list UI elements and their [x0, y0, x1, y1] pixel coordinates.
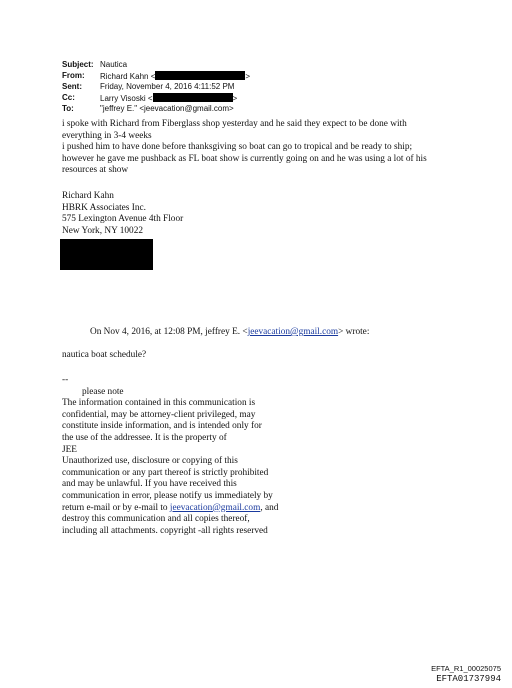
body-line: i spoke with Richard from Fiberglass shop yesterday and he said they expect to be done with	[62, 119, 407, 129]
footer-line: JEE	[62, 444, 77, 455]
footer-line: constitute inside information, and is intended only for	[62, 421, 262, 432]
email-header	[62, 60, 250, 115]
quoted-message: nautica boat schedule?	[62, 350, 147, 360]
sent-value: Friday, November 4, 2016 4:11:52 PM	[100, 82, 235, 91]
to-row	[62, 104, 250, 115]
redaction-box	[155, 71, 245, 80]
subject-row	[62, 60, 250, 71]
confidentiality-footer	[62, 375, 322, 537]
quote-lead: On Nov 4, 2016, at 12:08 PM, jeffrey E. <	[90, 327, 248, 337]
bates-number: EFTA01737994	[436, 674, 501, 684]
footer-dashes: --	[62, 375, 69, 385]
footer-line	[62, 503, 322, 515]
body-line: everything in 3-4 weeks	[62, 130, 152, 141]
footer-line: communication in error, please notify us immediately by	[62, 490, 273, 501]
footer-line: communication or any part thereof is strictly prohibited	[62, 467, 269, 478]
footer-line: including all attachments. copyright -all rights reserved	[62, 525, 268, 536]
subject-value: Nautica	[100, 60, 128, 69]
signature-company: HBRK Associates Inc.	[62, 202, 146, 213]
signature	[62, 191, 183, 237]
body-line: resources at show	[62, 165, 129, 176]
footer-line: the use of the addressee. It is the property of	[62, 432, 227, 443]
body-line: however he gave me pushback as FL boat show is currently going on and he was using a lot of his	[62, 153, 427, 164]
to-value: "jeffrey E." <jeevacation@gmail.com>	[100, 104, 234, 113]
footer-text: , and	[260, 502, 279, 513]
email-body	[62, 119, 462, 177]
signature-city: New York, NY 10022	[62, 225, 144, 236]
footer-note: please note	[82, 386, 124, 397]
subject-label: Subject:	[62, 60, 94, 69]
footer-line: and may be unlawful. If you have received this	[62, 479, 237, 490]
sent-row	[62, 82, 250, 93]
from-row	[62, 71, 250, 83]
from-label: From:	[62, 70, 85, 80]
bates-number: EFTA_R1_00025075	[431, 664, 501, 673]
redaction-box	[153, 93, 233, 102]
quote-tail: > wrote:	[338, 327, 370, 337]
signature-name: Richard Kahn	[62, 191, 114, 201]
sent-label: Sent:	[62, 82, 82, 91]
footer-email-link[interactable]: jeevacation@gmail.com	[169, 502, 261, 513]
quote-email-link[interactable]: jeevacation@gmail.com	[247, 327, 339, 337]
footer-line: Unauthorized use, disclosure or copying of this	[62, 456, 238, 467]
footer-text: return e-mail or by e-mail to	[62, 502, 170, 513]
from-value-end: >	[245, 71, 251, 81]
body-line: i pushed him to have done before thanksgiving so boat can go to tropical and be ready to ship;	[62, 142, 413, 153]
footer-line: The information contained in this communication is	[62, 398, 256, 409]
redaction-box	[60, 239, 153, 270]
to-label: To:	[62, 104, 74, 113]
footer-line: destroy this communication and all copies thereof,	[62, 514, 250, 525]
quote-attribution	[90, 327, 369, 339]
cc-label: Cc:	[62, 92, 75, 102]
cc-value-end: >	[232, 93, 238, 103]
footer-line: confidential, may be attorney-client privileged, may	[62, 409, 256, 420]
cc-row	[62, 93, 250, 105]
cc-value: Larry Visoski <	[100, 93, 153, 103]
from-value: Richard Kahn <	[100, 71, 156, 81]
signature-address: 575 Lexington Avenue 4th Floor	[62, 214, 184, 225]
